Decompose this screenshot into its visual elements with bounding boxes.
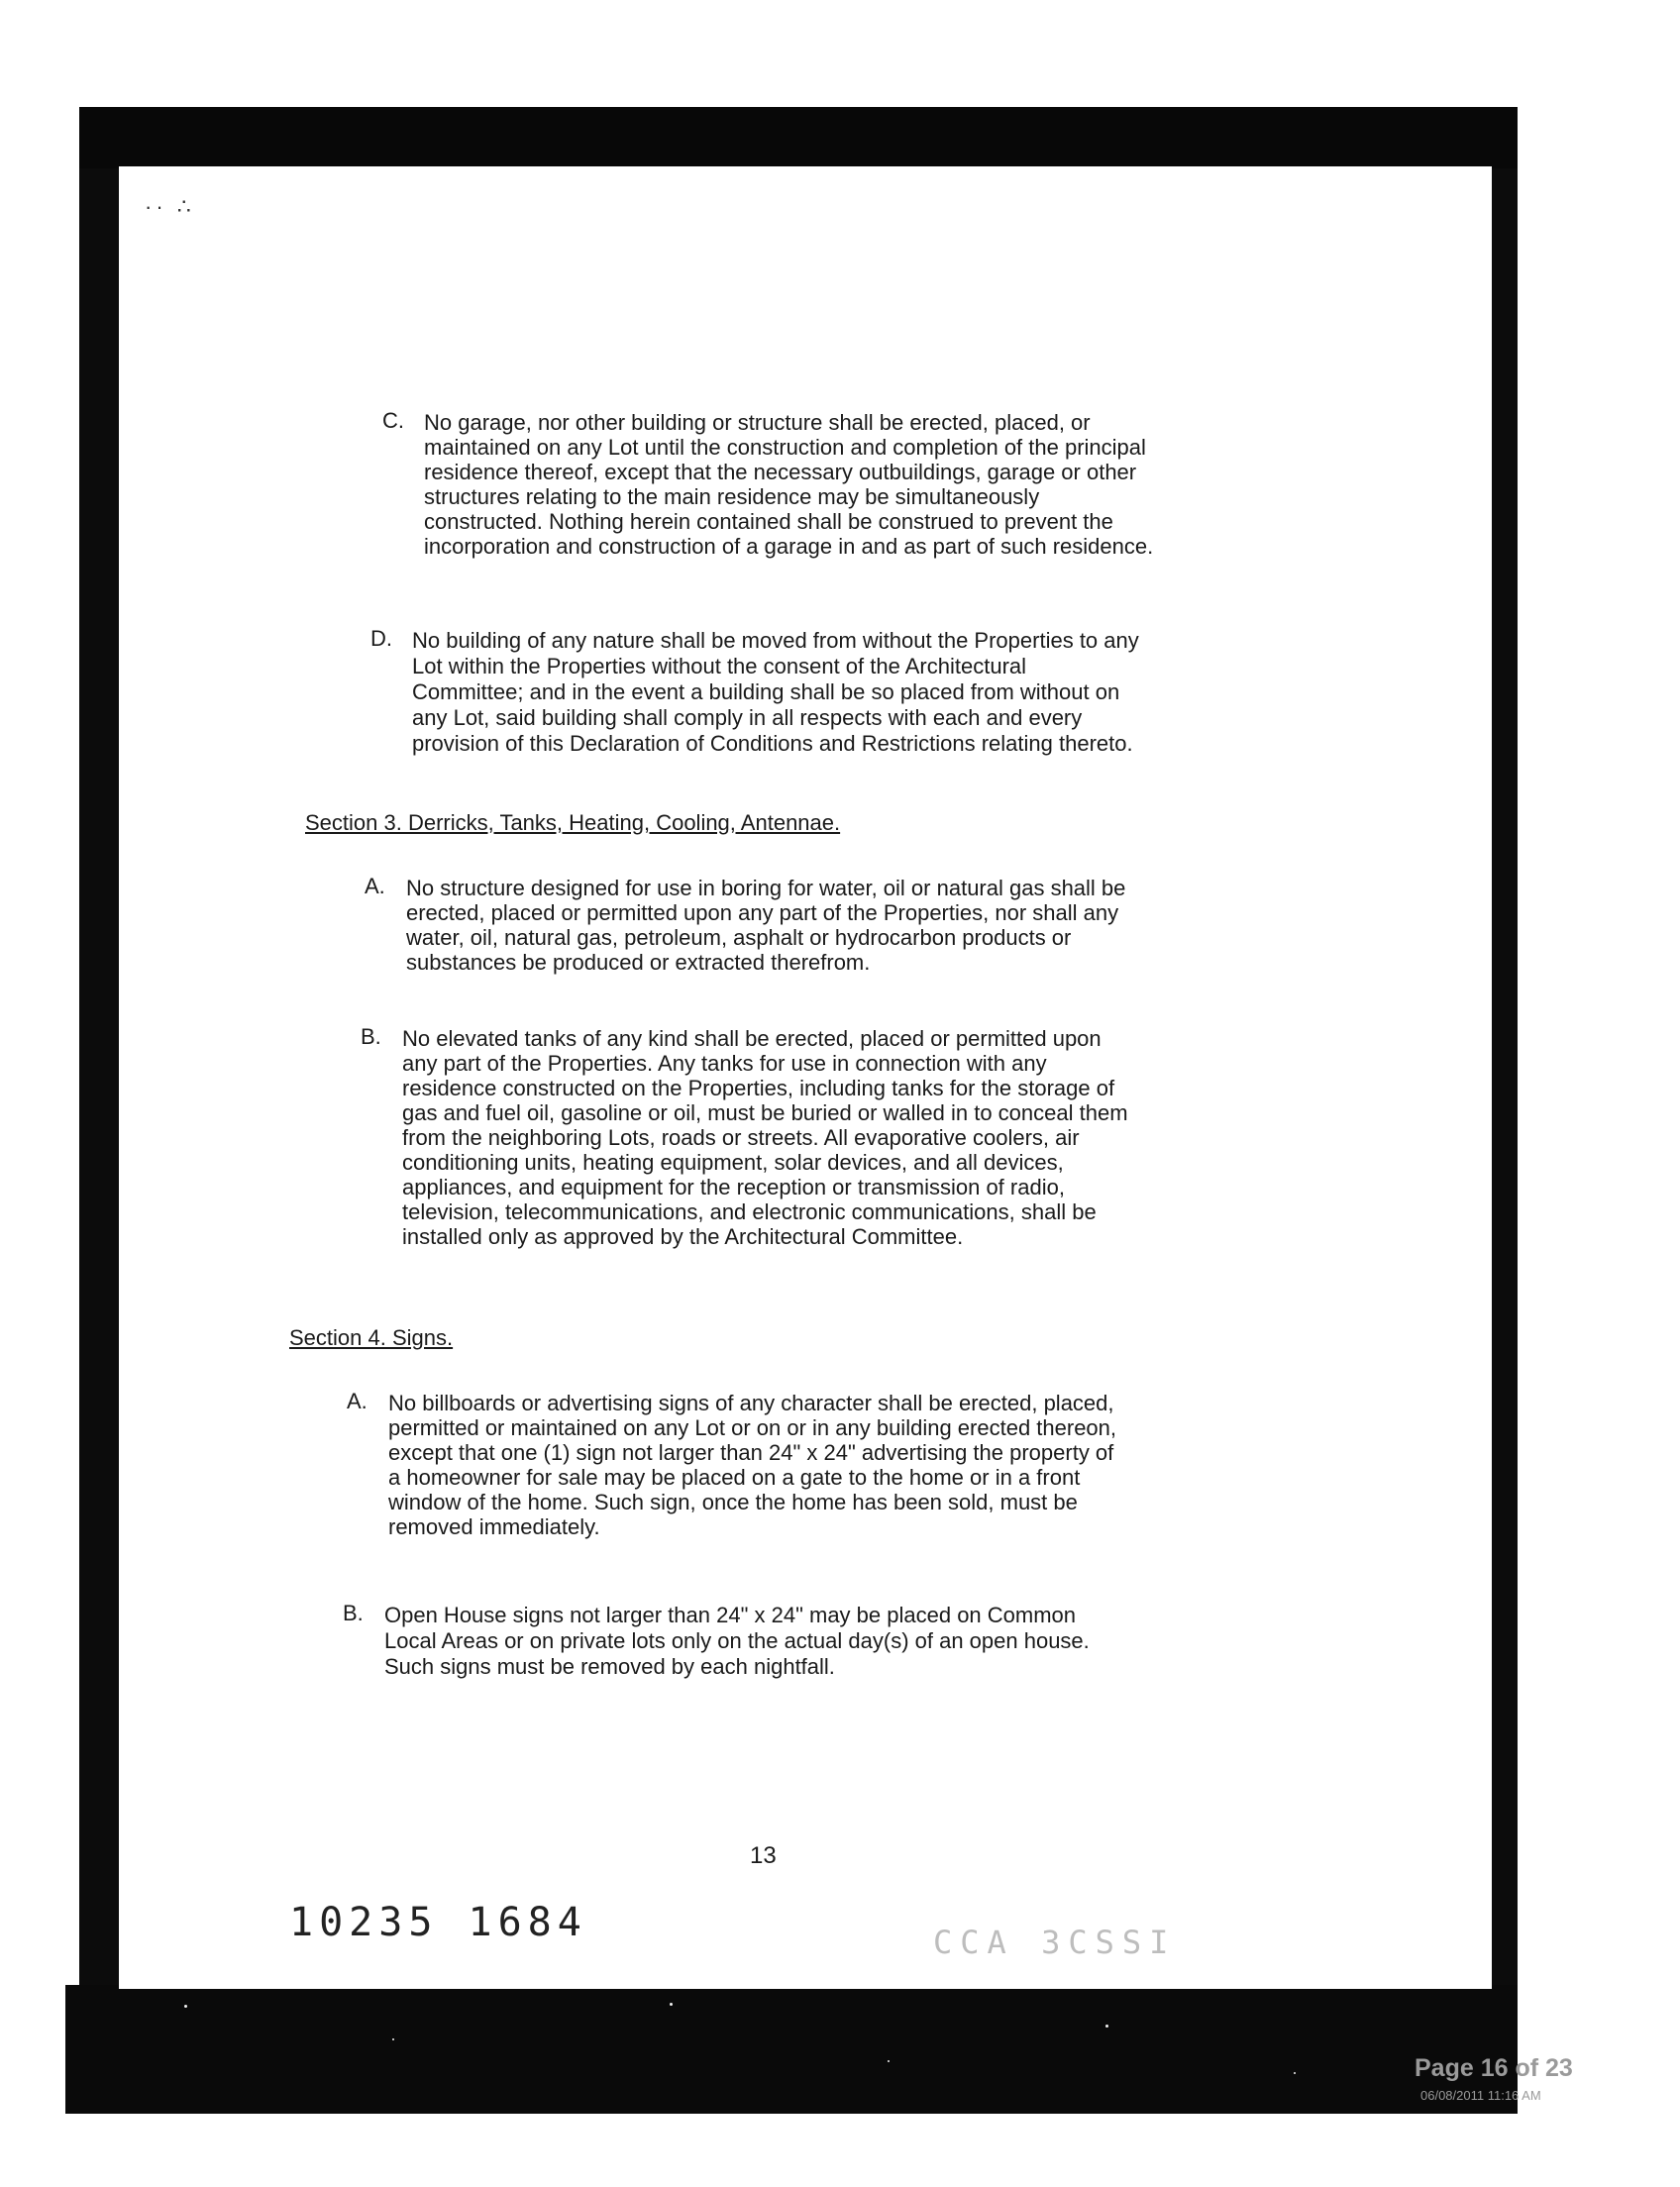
item-text: No structure designed for use in boring for water, oil or natural gas shall be erected, placed or permitted upon any part of the Properties, nor shall any water, oil, natural gas, petroleum, asphalt or hydrocarbon products or substances be produced or extracted therefrom. [406,876,1126,975]
item-text: No billboards or advertising signs of any character shall be erected, placed, permitted or maintained on any Lot or on or in any building erected thereon, except that one (1) sign not larger than 24" x 24" advertising the property of a homeowner for sale may be placed on a gate to the home or in a front window of the home. Such sign, once the home has been sold, must be removed immediately. [388,1391,1117,1539]
item-label: A. [365,874,385,898]
item-text: No elevated tanks of any kind shall be erected, placed or permitted upon any part of the Properties. Any tanks for use in connection with any residence constructed on the Properties, including tanks for the storage of gas and fuel oil, gasoline or oil, must be buried or walled in to conceal them from the neighboring Lots, roads or streets. All evaporative coolers, air conditioning units, heating equipment, solar devices, and all devices, appliances, and equipment for the reception or transmission of radio, television, telecommunications, and electronic communications, shall be installed only as approved by the Architectural Committee. [402,1026,1128,1249]
section-4-heading: Section 4. Signs. [289,1325,454,1350]
item-label: B. [361,1024,381,1049]
page-number: 13 [750,1842,777,1869]
item-label: A. [347,1389,368,1413]
item-label: B. [343,1601,364,1625]
book-page-stamp: 10235 1684 [289,1900,587,1945]
print-timestamp: 06/08/2011 11:16 AM [1420,2088,1541,2103]
item-text: No building of any nature shall be moved from without the Properties to any Lot within the Properties without the consent of the Architectural Committee; and in the event a building shall be so placed from without on any Lot, said building shall comply in all respects with each and every provision of this Declaration of Conditions and Restrictions relating thereto. [412,628,1139,756]
section-3-heading: Section 3. Derricks, Tanks, Heating, Cooling, Antennae. [305,810,841,835]
item-text: Open House signs not larger than 24" x 24" may be placed on Common Local Areas or on private lots only on the actual day(s) of an open house. Such signs must be removed by each nightfall. [384,1603,1090,1679]
item-label: C. [382,408,404,433]
scan-artifact-marks: ·· ∴ [145,194,195,219]
item-text: No garage, nor other building or structure shall be erected, placed, or maintained on any Lot until the construction and completion of the principal residence thereof, except that the necessary outbuildings, garage or other structures relating to the main residence may be simultaneously constructed. Nothing herein contained shall be construed to prevent the incorporation and construction of a garage in and as part of such residence. [424,410,1154,559]
item-label: D. [370,626,392,651]
page-indicator: Page 16 of 23 [1415,2054,1573,2082]
faded-stamp: CCA 3CSSI [933,1924,1177,1961]
